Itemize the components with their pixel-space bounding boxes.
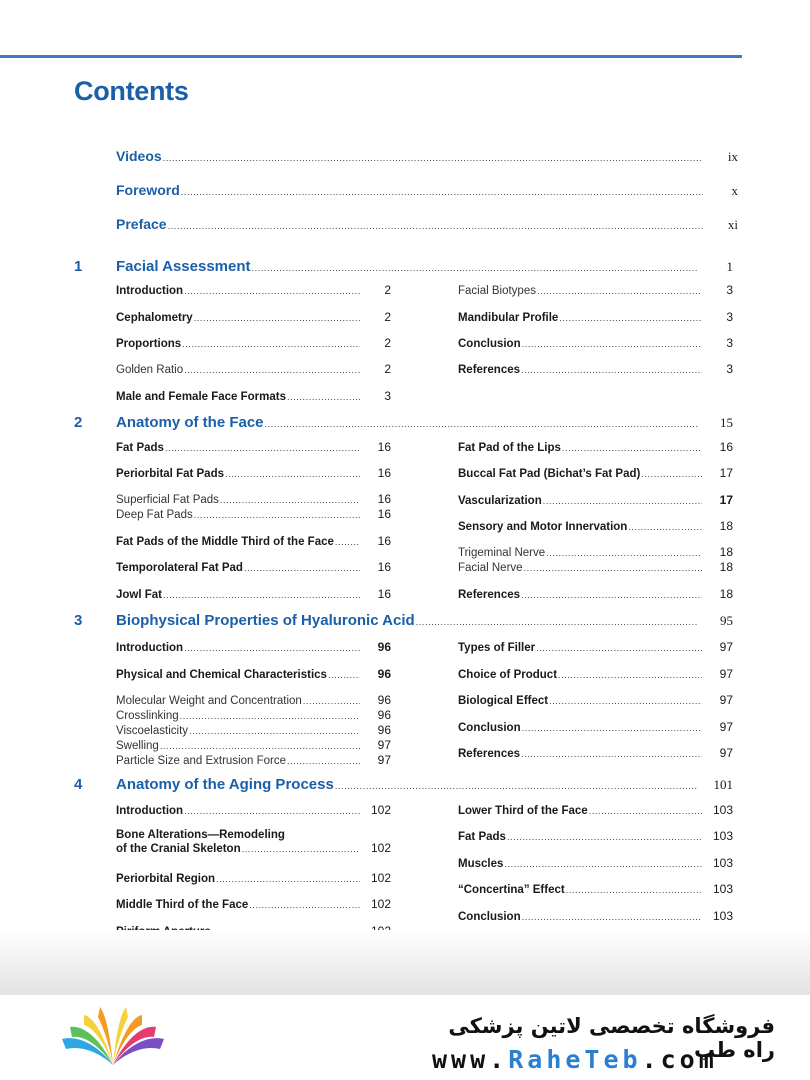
toc-subentry[interactable]: Crosslinking ..... 96 xyxy=(116,708,391,722)
toc-front-foreword[interactable] xyxy=(116,182,738,199)
toc-entry[interactable]: References ..... 97 xyxy=(458,746,733,760)
toc-entry[interactable]: Conclusion ..... 97 xyxy=(458,720,733,734)
toc-front-videos[interactable] xyxy=(116,148,738,165)
toc-subentry[interactable]: Swelling ..... 97 xyxy=(116,738,391,752)
toc-subentry[interactable]: Deep Fat Pads ..... 16 xyxy=(116,507,391,521)
toc-entry[interactable]: Muscles ..... 103 xyxy=(458,856,733,870)
chapter-number: 4 xyxy=(74,776,83,793)
toc-entry[interactable]: Periorbital Fat Pads ..... 16 xyxy=(116,466,391,480)
toc-front-preface[interactable] xyxy=(116,216,738,233)
toc-entry[interactable]: Introduction ..... 2 xyxy=(116,283,391,297)
toc-page: x xyxy=(731,183,738,198)
toc-label: Preface xyxy=(116,216,167,232)
toc-entry[interactable]: Types of Filler ..... 97 xyxy=(458,640,733,654)
toc-subentry[interactable]: Molecular Weight and Concentration ..... 96 xyxy=(116,693,391,707)
chapter-number: 2 xyxy=(74,414,83,431)
chapter-number: 1 xyxy=(74,258,83,275)
toc-entry[interactable]: Vascularization ..... 17 xyxy=(458,493,733,507)
toc-entry[interactable]: Temporolateral Fat Pad ..... 16 xyxy=(116,560,391,574)
toc-subentry[interactable]: Particle Size and Extrusion Force ..... 97 xyxy=(116,753,391,767)
toc-entry[interactable]: Middle Third of the Face ..... 102 xyxy=(116,897,391,911)
toc-subentry[interactable]: Facial Biotypes ..... 3 xyxy=(458,283,733,297)
toc-entry[interactable]: Jowl Fat ..... 16 xyxy=(116,587,391,601)
open-book-logo-icon xyxy=(58,1005,168,1075)
toc-entry[interactable]: Biological Effect ..... 97 xyxy=(458,693,733,707)
chapter-1-heading[interactable] xyxy=(116,258,733,275)
toc-entry[interactable]: Fat Pad of the Lips ..... 16 xyxy=(458,440,733,454)
page-title: Contents xyxy=(74,76,189,106)
toc-entry[interactable]: Conclusion ..... 3 xyxy=(458,336,733,350)
chapter-title: Biophysical Properties of Hyaluronic Acid xyxy=(116,612,415,629)
toc-entry[interactable]: Buccal Fat Pad (Bichat’s Fat Pad) ..... 17 xyxy=(458,466,733,480)
chapter-4-heading[interactable] xyxy=(116,776,733,793)
chapter-page: 15 xyxy=(720,415,733,430)
chapter-page: 95 xyxy=(720,613,733,628)
toc-entry[interactable]: Fat Pads ..... 16 xyxy=(116,440,391,454)
toc-label: Foreword xyxy=(116,182,180,198)
toc-entry[interactable]: Introduction ..... 96 xyxy=(116,640,391,654)
chapter-title: Facial Assessment xyxy=(116,258,251,275)
toc-entry[interactable]: “Concertina” Effect ..... 103 xyxy=(458,882,733,896)
toc-entry[interactable]: Introduction ..... 102 xyxy=(116,803,391,817)
chapter-3-heading[interactable] xyxy=(116,612,733,629)
chapter-2-heading[interactable] xyxy=(116,414,733,431)
toc-subentry[interactable]: Facial Nerve ..... 18 xyxy=(458,560,733,574)
toc-entry[interactable]: Physical and Chemical Characteristics ..... 96 xyxy=(116,667,391,681)
watermark-persian-text: فروشگاه تخصصی لاتین پزشکی راه طب xyxy=(448,1014,775,1062)
chapter-title: Anatomy of the Face xyxy=(116,414,264,431)
page-bottom-shadow xyxy=(0,930,810,995)
toc-entry[interactable]: Choice of Product ..... 97 xyxy=(458,667,733,681)
toc-subentry[interactable]: Viscoelasticity ..... 96 xyxy=(116,723,391,737)
chapter-page: 1 xyxy=(726,259,733,274)
chapter-number: 3 xyxy=(74,612,83,629)
toc-entry[interactable]: Fat Pads ..... 103 xyxy=(458,829,733,843)
toc-entry[interactable]: Proportions ..... 2 xyxy=(116,336,391,350)
header-rule xyxy=(0,55,742,58)
chapter-title: Anatomy of the Aging Process xyxy=(116,776,334,793)
toc-entry[interactable]: References ..... 18 xyxy=(458,587,733,601)
toc-entry[interactable]: Periorbital Region ..... 102 xyxy=(116,871,391,885)
toc-page: xi xyxy=(727,217,738,232)
toc-label: Videos xyxy=(116,148,162,164)
toc-entry[interactable]: Conclusion ..... 103 xyxy=(458,909,733,923)
toc-entry-multiline[interactable]: Bone Alterations—Remodeling of the Cranial Skeleton ..... 102 xyxy=(116,829,391,855)
toc-entry[interactable]: Male and Female Face Formats ..... 3 xyxy=(116,389,391,403)
watermark-url[interactable]: www.RaheTeb.com xyxy=(432,1045,718,1074)
toc-entry[interactable]: Sensory and Motor Innervation ..... 18 xyxy=(458,519,733,533)
toc-entry[interactable]: Lower Third of the Face ..... 103 xyxy=(458,803,733,817)
toc-entry[interactable]: Fat Pads of the Middle Third of the Face ..... 16 xyxy=(116,534,391,548)
toc-entry[interactable]: Mandibular Profile ..... 3 xyxy=(458,310,733,324)
toc-subentry[interactable]: Golden Ratio ..... 2 xyxy=(116,362,391,376)
chapter-page: 101 xyxy=(713,777,733,792)
toc-entry[interactable]: Cephalometry ..... 2 xyxy=(116,310,391,324)
toc-page: ix xyxy=(727,149,738,164)
toc-entry[interactable]: References ..... 3 xyxy=(458,362,733,376)
toc-subentry[interactable]: Superficial Fat Pads ..... 16 xyxy=(116,492,391,506)
toc-subentry[interactable]: Trigeminal Nerve ..... 18 xyxy=(458,545,733,559)
